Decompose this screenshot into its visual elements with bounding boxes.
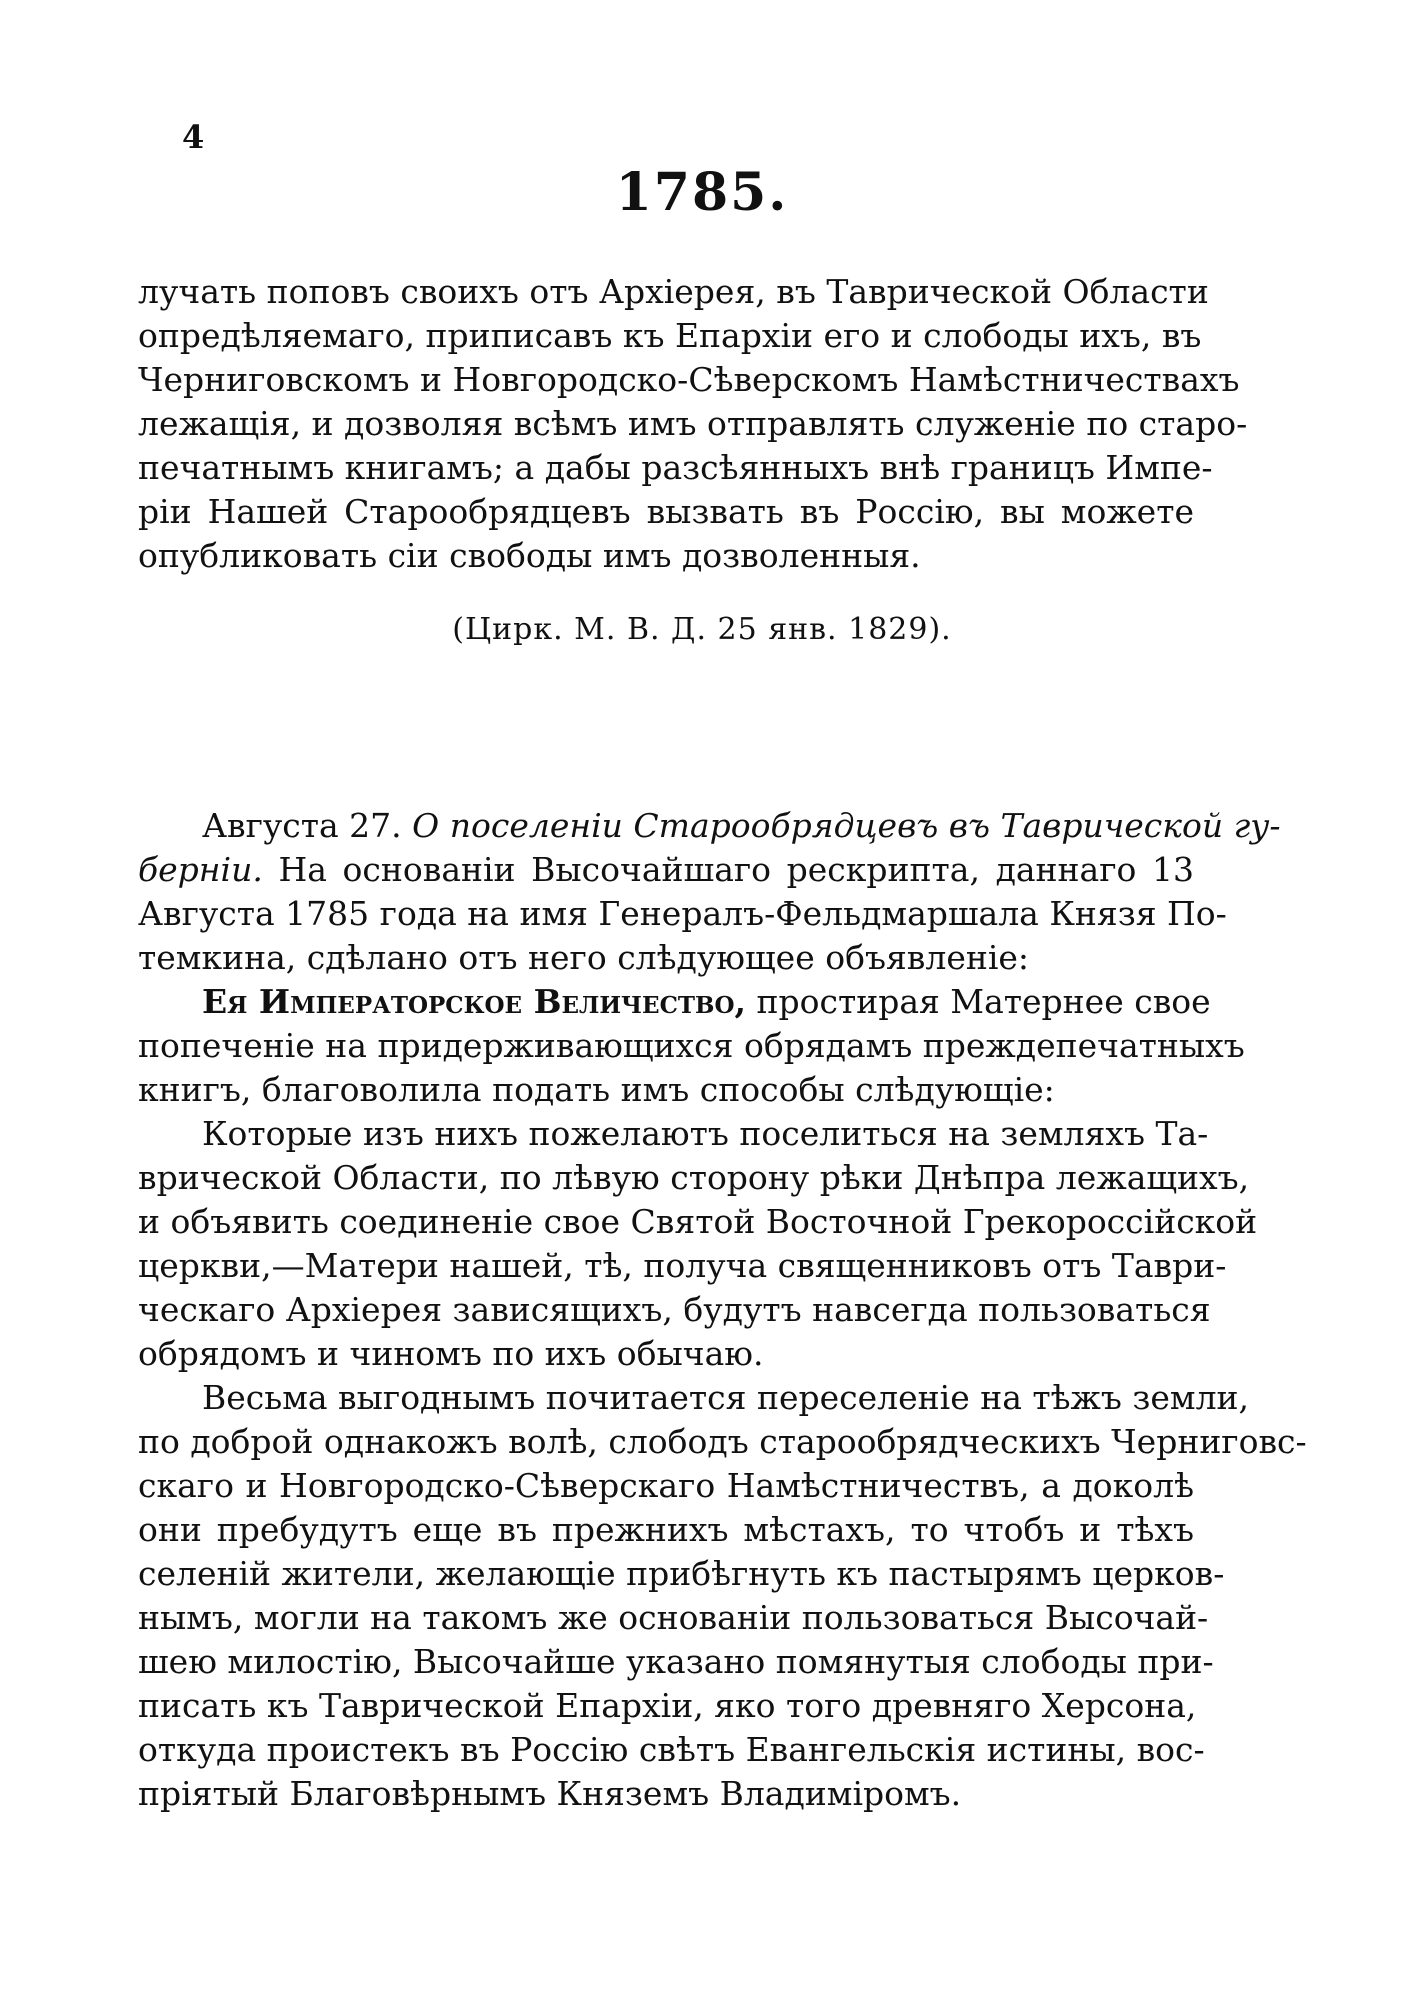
text-line: опредѣляемаго, приписавъ къ Епархіи его и слободы ихъ, въ — [138, 316, 1202, 355]
text-line: по доброй однакожъ волѣ, слободъ старообрядческихъ Черниговс- — [138, 1422, 1307, 1461]
text-line: Которые изъ нихъ пожелаютъ поселиться на земляхъ Та- — [202, 1114, 1209, 1153]
text-line: печатнымъ книгамъ; а дабы разсѣянныхъ внѣ границъ Импе- — [138, 448, 1213, 487]
text-line: и объявить соединеніе свое Святой Восточной Грекороссійской — [138, 1202, 1258, 1241]
source-citation: (Цирк. М. В. Д. 25 янв. 1829). — [452, 612, 952, 647]
entry-heading-line — [138, 848, 1194, 892]
text-line: простирая Матернее свое — [756, 982, 1211, 1021]
text-line: опубликовать сіи свободы имъ дозволенныя. — [138, 536, 921, 575]
text-line: нымъ, могли на такомъ же основаніи пользоваться Высочай- — [138, 1598, 1209, 1637]
text-line: шею милостію, Высочайше указано помянутыя слободы при- — [138, 1642, 1214, 1681]
text-line: церкви,—Матери нашей, тѣ, получа священниковъ отъ Таври- — [138, 1246, 1227, 1285]
paragraph-first-line — [138, 980, 1211, 1024]
page-header-year: 1785. — [615, 162, 789, 223]
text-line: обрядомъ и чиномъ по ихъ обычаю. — [138, 1334, 764, 1373]
text-line: Черниговскомъ и Новгородско-Сѣверскомъ Намѣстничествахъ — [138, 360, 1240, 399]
text-line: врической Области, по лѣвую сторону рѣки Днѣпра лежащихъ, — [138, 1158, 1250, 1197]
text-line: лежащія, и дозволяя всѣмъ имъ отправлять служеніе по старо- — [138, 404, 1248, 443]
text-line: Августа 1785 года на имя Генералъ-Фельдмаршала Князя По- — [138, 894, 1227, 933]
entry-title-end: берніи. — [138, 850, 263, 889]
text-line: темкина, сдѣлано отъ него слѣдующее объявленіе: — [138, 938, 1030, 977]
text-line: пріятый Благовѣрнымъ Княземъ Владиміромъ. — [138, 1774, 962, 1813]
text-line: попеченіе на придерживающихся обрядамъ преждепечатныхъ — [138, 1026, 1245, 1065]
text-line: селеній жители, желающіе прибѣгнуть къ пастырямъ церков- — [138, 1554, 1225, 1593]
text-line: они пребудутъ еще въ прежнихъ мѣстахъ, то чтобъ и тѣхъ — [138, 1510, 1194, 1549]
text-line: Весьма выгоднымъ почитается переселеніе на тѣжъ земли, — [202, 1378, 1250, 1417]
text-line: ческаго Архіерея зависящихъ, будутъ навсегда пользоваться — [138, 1290, 1211, 1329]
text-line: писать къ Таврической Епархіи, яко того древняго Херсона, — [138, 1686, 1197, 1725]
text-line: откуда проистекъ въ Россію свѣтъ Евангельскія истины, вос- — [138, 1730, 1205, 1769]
text-line: лучать поповъ своихъ отъ Архіерея, въ Таврической Области — [138, 272, 1209, 311]
entry-date: Августа 27. — [202, 806, 402, 845]
text-line: На основаніи Высочайшаго рескрипта, даннаго 13 — [278, 850, 1194, 889]
text-line: скаго и Новгородско-Сѣверскаго Намѣстничествъ, а доколѣ — [138, 1466, 1194, 1505]
continuation-paragraph — [138, 270, 1248, 578]
text-line: ріи Нашей Старообрядцевъ вызвать въ Россію, вы можете — [138, 492, 1194, 531]
entry-title: О поселеніи Старообрядцевъ въ Таврической гу- — [412, 806, 1281, 845]
page-number: 4 — [182, 118, 205, 156]
entry-heading-line — [138, 804, 1281, 848]
text-line: книгъ, благоволила подать имъ способы слѣдующіе: — [138, 1070, 1055, 1109]
imperial-title: Ея Императорское Величество, — [202, 982, 746, 1021]
entry-block — [138, 804, 1307, 1816]
